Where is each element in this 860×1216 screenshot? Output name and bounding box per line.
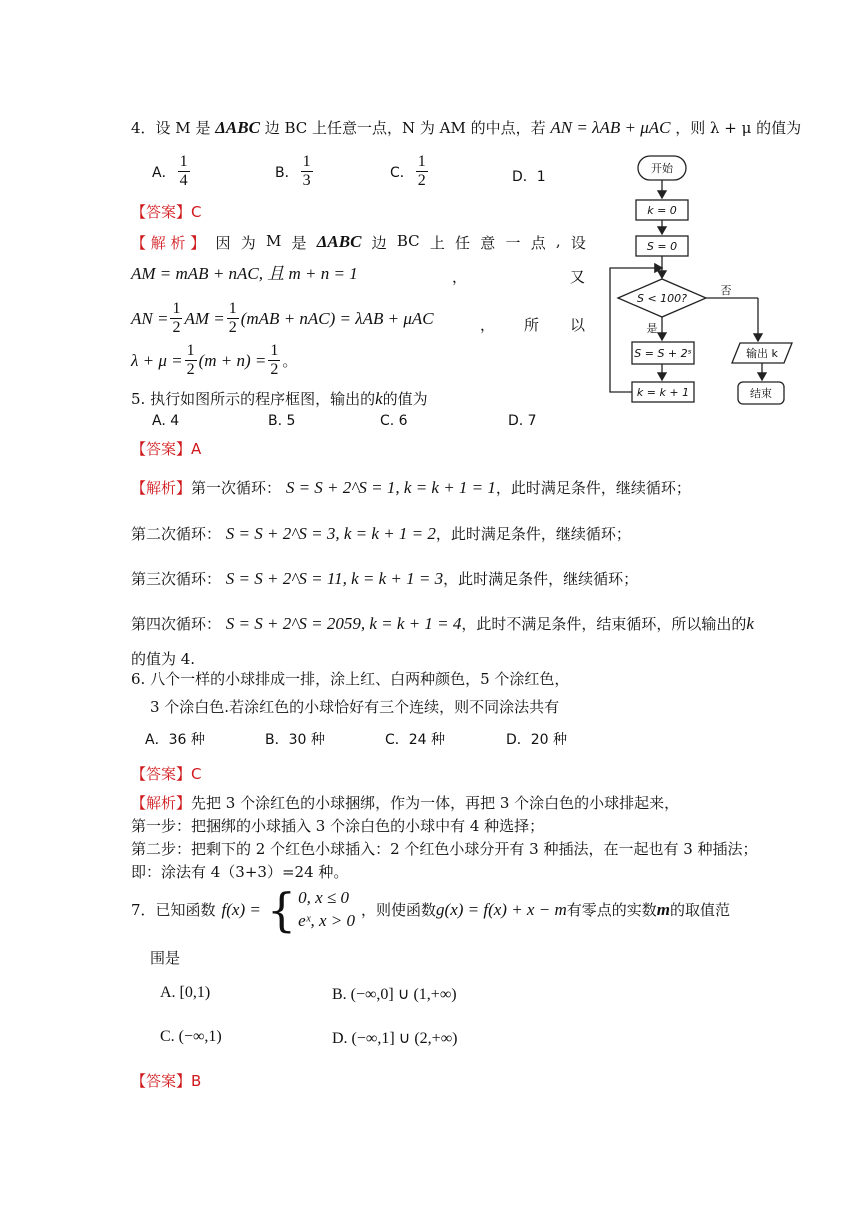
analysis-math: λ + μ =	[131, 350, 183, 370]
piecewise-case-1: 0, x ≤ 0	[298, 888, 350, 908]
analysis-char: 因	[215, 234, 231, 252]
loop-lead: 第三次循环：	[131, 570, 222, 588]
q4-option-a	[152, 153, 192, 191]
analysis-char: 以	[570, 316, 586, 334]
q4-stem-text-2: 边 BC 上任意一点，N 为 AM 的中点，若	[264, 119, 546, 137]
option-value: 1	[536, 169, 546, 185]
q7-option-b: B. (−∞,0] ∪ (1,+∞)	[332, 986, 457, 1003]
k-symbol: k	[375, 389, 383, 408]
analysis-char: 是	[291, 234, 307, 252]
q7-stem-text-2: ，则使函数	[361, 901, 437, 919]
analysis-char: 所	[524, 316, 540, 334]
answer-tag: 【答案】	[131, 765, 192, 783]
fraction	[301, 153, 313, 191]
analysis-char: ,	[555, 232, 561, 250]
q5-stem	[131, 389, 428, 409]
flow-end-label: 结束	[750, 387, 772, 400]
flow-no-label: 否	[720, 284, 732, 297]
q5-analysis-line-4	[131, 614, 754, 634]
q5-option-a: A. 4	[152, 413, 180, 429]
q5-stem-text: 5. 执行如图所示的程序框图，输出的	[131, 390, 376, 408]
flow-update-k-label: k = k + 1	[636, 386, 690, 399]
q4-stem	[131, 118, 801, 138]
loop-tail: ，此时满足条件，继续循环；	[435, 525, 631, 543]
flow-s-init-label: S = 0	[646, 240, 678, 253]
loop-math: S = S + 2^S = 1, k = k + 1 = 1	[285, 478, 496, 497]
analysis-char: BC	[396, 232, 420, 250]
fraction-half	[227, 300, 239, 338]
q6-analysis-line-2: 第一步：把捆绑的小球插入 3 个涂白色的小球中有 4 种选择；	[131, 817, 545, 835]
option-label: B．	[275, 164, 299, 181]
q6-option-c: C．24 种	[385, 732, 446, 748]
analysis-char: M	[265, 232, 282, 250]
q5-analysis-line-3	[131, 569, 638, 589]
loop-lead: 第四次循环：	[131, 615, 222, 633]
q6-analysis-line-4: 即：涂法有 4（3+3）=24 种。	[131, 863, 349, 881]
analysis-math: AM = mAB + nAC, 且 m + n = 1	[131, 264, 358, 283]
analysis-tag: 【解析】	[131, 479, 192, 497]
function-f: f(x) =	[221, 899, 261, 919]
q4-analysis-line-3	[131, 300, 434, 338]
q7-answer	[131, 1072, 201, 1090]
m-symbol: m	[656, 899, 670, 919]
answer-tag: 【答案】	[131, 1072, 192, 1090]
analysis-char: 设	[570, 234, 586, 252]
function-g: g(x) = f(x) + x − m	[436, 899, 567, 919]
analysis-triangle: ΔABC	[316, 232, 362, 251]
analysis-math: (mAB + nAC) = λAB + μAC	[240, 308, 434, 328]
q4-option-c	[390, 153, 430, 191]
loop-math: S = S + 2^S = 3, k = k + 1 = 2	[225, 524, 436, 543]
analysis-math: (m + n) =	[198, 350, 267, 370]
vector-equation: AN = λAB + μAC	[550, 118, 671, 137]
answer-tag: 【答案】	[131, 440, 192, 458]
analysis-comma: ，	[480, 316, 496, 334]
flowchart-diagram	[600, 148, 800, 418]
q4-analysis-line-4	[131, 342, 297, 380]
loop-math: S = S + 2^S = 11, k = k + 1 = 3	[225, 569, 444, 588]
answer-value: C	[191, 203, 202, 221]
answer-value: C	[191, 765, 202, 783]
q6-option-d: D．20 种	[506, 732, 568, 748]
flow-yes-label: 是	[646, 322, 658, 335]
piecewise-brace: {	[266, 883, 297, 937]
denominator: 3	[302, 172, 311, 190]
numerator: 1	[301, 153, 313, 172]
analysis-char: 为	[240, 234, 256, 252]
q7-stem	[131, 883, 730, 937]
denominator: 2	[270, 361, 279, 379]
numerator: 1	[185, 342, 197, 361]
fraction-half	[170, 300, 182, 338]
piecewise-cases	[298, 887, 355, 933]
analysis-char: 任	[455, 234, 471, 252]
analysis-char: 又	[570, 268, 586, 286]
q6-stem-line-1: 6. 八个一样的小球排成一排，涂上红、白两种颜色，5 个涂红色，	[131, 670, 570, 688]
analysis-comma: ，	[452, 268, 468, 286]
q4-option-b	[275, 153, 315, 191]
q7-stem-text: 7．已知函数	[131, 901, 216, 919]
flow-start-label: 开始	[651, 162, 673, 175]
option-label: C．	[390, 164, 414, 181]
fraction-half	[268, 342, 280, 380]
q6-analysis-line-3: 第二步：把剩下的 2 个红色小球插入：2 个红色小球分开有 3 种插法，在一起也有 3 种插法；	[131, 840, 758, 858]
fraction-half	[185, 342, 197, 380]
q6-option-b: B．30 种	[265, 732, 325, 748]
analysis-math: AN =	[131, 308, 169, 328]
flow-condition-label: S < 100?	[636, 292, 688, 305]
piecewise-case-2: eˣ, x > 0	[298, 911, 356, 930]
q5-analysis-final: 的值为 4.	[131, 650, 196, 668]
fraction	[178, 153, 190, 191]
q4-analysis-line-2	[131, 264, 358, 284]
q4-stem-text-3: ，则 λ + μ 的值为	[675, 119, 802, 137]
q7-option-c: C. (−∞,1)	[160, 1028, 222, 1045]
q4-option-d	[512, 166, 546, 186]
option-label: D．	[512, 169, 537, 185]
numerator: 1	[170, 300, 182, 319]
q7-option-d: D. (−∞,1] ∪ (2,+∞)	[332, 1030, 458, 1047]
denominator: 2	[417, 172, 426, 190]
loop-lead: 第一次循环：	[191, 479, 282, 497]
numerator: 1	[227, 300, 239, 319]
q4-stem-text: 4．设 M 是	[131, 119, 211, 137]
answer-value: A	[191, 440, 202, 458]
flow-k-init-label: k = 0	[647, 204, 677, 217]
q5-analysis-line-1	[131, 478, 691, 498]
numerator: 1	[178, 153, 190, 172]
answer-value: B	[191, 1072, 202, 1090]
analysis-period: 。	[282, 351, 298, 370]
answer-tag: 【答案】	[131, 203, 192, 221]
q6-analysis-line-1	[131, 794, 679, 812]
flow-update-s-label: S = S + 2ˢ	[634, 347, 692, 360]
q5-analysis-line-2	[131, 524, 631, 544]
q6-option-a: A．36 种	[145, 732, 205, 748]
q7-stem-text-3: 有零点的实数	[566, 901, 657, 919]
loop-lead: 第二次循环：	[131, 525, 222, 543]
analysis-text: 先把 3 个涂红色的小球捆绑，作为一体，再把 3 个涂白色的小球排起来，	[191, 794, 680, 812]
flow-output-label: 输出 k	[746, 347, 778, 360]
analysis-char: 点	[530, 234, 546, 252]
triangle-abc: ΔABC	[215, 118, 260, 137]
numerator: 1	[268, 342, 280, 361]
loop-tail: ，此时满足条件，继续循环；	[443, 570, 639, 588]
analysis-char: 意	[480, 234, 496, 252]
q5-option-d: D. 7	[508, 413, 537, 429]
loop-tail: ，此时满足条件，继续循环；	[495, 479, 691, 497]
q5-option-b: B. 5	[268, 413, 296, 429]
analysis-tag: 【解析】	[131, 794, 192, 812]
analysis-tag: 【 解 析 】	[131, 234, 206, 252]
q4-answer	[131, 203, 202, 221]
denominator: 2	[172, 319, 181, 337]
analysis-char: 上	[429, 234, 445, 252]
denominator: 2	[186, 361, 195, 379]
fraction	[416, 153, 428, 191]
analysis-math: AM =	[184, 308, 225, 328]
q7-stem-text-4: 的取值范	[669, 901, 730, 919]
numerator: 1	[416, 153, 428, 172]
analysis-char: 边	[371, 234, 387, 252]
k-symbol: k	[746, 614, 754, 633]
q5-answer	[131, 440, 201, 458]
q5-stem-end: 的值为	[382, 390, 428, 408]
loop-tail: ，此时不满足条件，结束循环，所以输出的	[461, 615, 747, 633]
q6-answer	[131, 765, 202, 783]
loop-math: S = S + 2^S = 2059, k = k + 1 = 4	[225, 614, 462, 633]
denominator: 4	[179, 172, 188, 190]
q7-option-a: A. [0,1)	[160, 984, 211, 1001]
q6-stem-line-2: 3 个涂白色.若涂红色的小球恰好有三个连续，则不同涂法共有	[150, 698, 560, 716]
denominator: 2	[228, 319, 237, 337]
q7-stem-line-2: 围是	[150, 949, 181, 967]
analysis-char: 一	[505, 234, 521, 252]
q5-option-c: C. 6	[380, 413, 408, 429]
option-label: A．	[152, 164, 176, 181]
q4-analysis-line-1	[131, 232, 586, 253]
